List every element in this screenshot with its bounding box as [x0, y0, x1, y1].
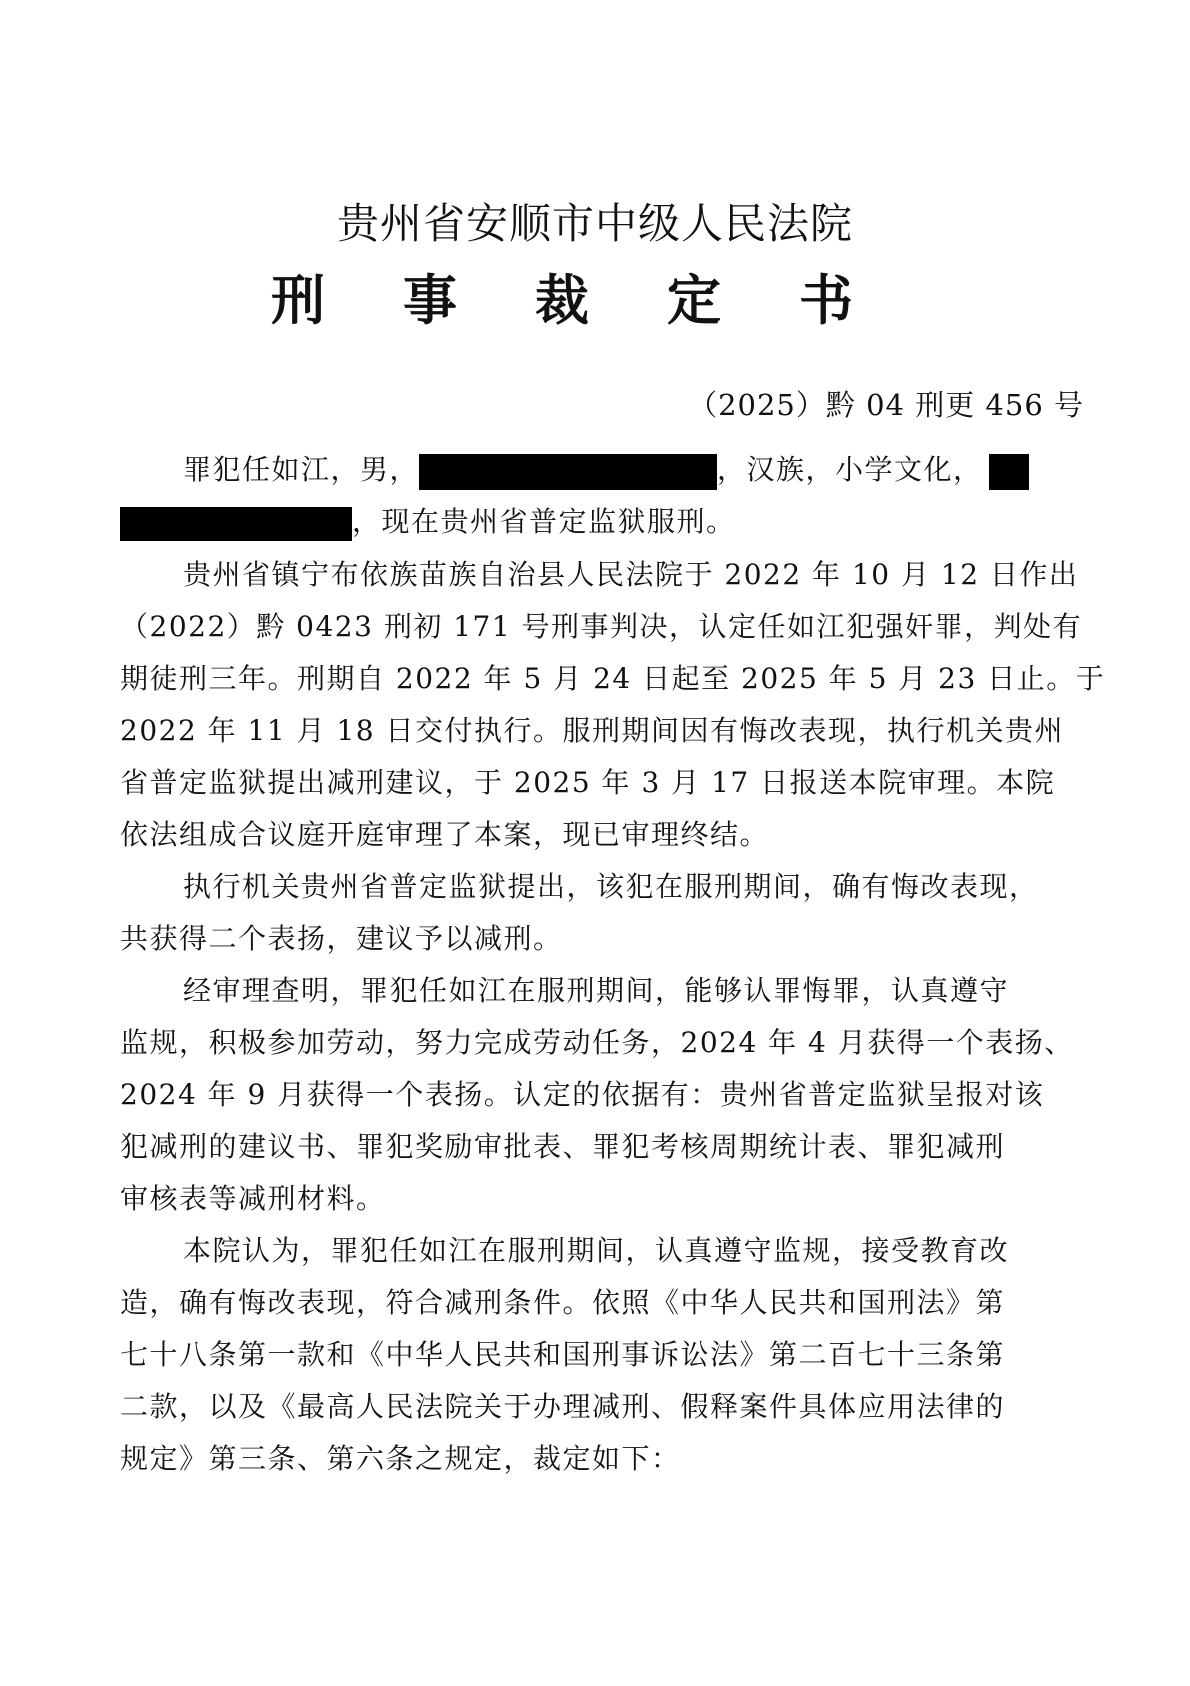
- paragraph-5-line-4: 二款，以及《最高人民法院关于办理减刑、假释案件具体应用法律的: [120, 1390, 1006, 1423]
- paragraph-3-line-1: 执行机关贵州省普定监狱提出，该犯在服刑期间，确有悔改表现，: [183, 870, 1039, 903]
- case-number: （2025）黔 04 刑更 456 号: [688, 388, 1084, 422]
- title-char-5: 书: [799, 268, 853, 332]
- court-name: 贵州省安顺市中级人民法院: [336, 199, 853, 248]
- paragraph-5-line-5: 规定》第三条、第六条之规定，裁定如下：: [120, 1442, 681, 1475]
- defendant-intro-text: 罪犯任如江，男，: [183, 453, 420, 486]
- paragraph-4-line-2: 监规，积极参加劳动，努力完成劳动任务，2024 年 4 月获得一个表扬、: [120, 1026, 1074, 1059]
- paragraph-2-line-5: 省普定监狱提出减刑建议，于 2025 年 3 月 17 日报送本院审理。本院: [120, 766, 1056, 799]
- paragraph-2-line-3: 期徒刑三年。刑期自 2022 年 5 月 24 日起至 2025 年 5 月 23 日止。于: [120, 662, 1106, 695]
- redaction-block: [120, 507, 352, 541]
- prison-text: ，现在贵州省普定监狱服刑。: [352, 505, 736, 538]
- title-char-3: 裁: [535, 268, 589, 332]
- paragraph-4-line-1: 经审理查明，罪犯任如江在服刑期间，能够认罪悔罪，认真遵守: [183, 974, 1010, 1007]
- ethnicity-education-text: ，汉族，小学文化，: [717, 453, 983, 486]
- paragraph-2-line-6: 依法组成合议庭开庭审理了本案，现已审理终结。: [120, 818, 770, 851]
- paragraph-5-line-2: 造，确有悔改表现，符合减刑条件。依照《中华人民共和国刑法》第: [120, 1286, 1006, 1319]
- paragraph-1-line-1: [183, 450, 1078, 490]
- paragraph-2-line-4: 2022 年 11 月 18 日交付执行。服刑期间因有悔改表现，执行机关贵州: [120, 714, 1065, 747]
- redaction-block: [989, 454, 1029, 490]
- title-char-4: 定: [667, 268, 721, 332]
- paragraph-2-line-1: 贵州省镇宁布依族苗族自治县人民法院于 2022 年 10 月 12 日作出: [183, 558, 1079, 591]
- title-char-1: 刑: [271, 268, 325, 332]
- paragraph-5-line-3: 七十八条第一款和《中华人民共和国刑事诉讼法》第二百七十三条第: [120, 1338, 1006, 1371]
- title-char-2: 事: [403, 268, 457, 332]
- paragraph-5-line-1: 本院认为，罪犯任如江在服刑期间，认真遵守监规，接受教育改: [183, 1234, 1010, 1267]
- paragraph-4-line-4: 犯减刑的建议书、罪犯奖励审批表、罪犯考核周期统计表、罪犯减刑: [120, 1130, 1006, 1163]
- paragraph-1-line-2: [120, 502, 1078, 542]
- paragraph-4-line-5: 审核表等减刑材料。: [120, 1182, 386, 1215]
- redaction-block: [419, 454, 717, 490]
- paragraph-2-line-2: （2022）黔 0423 刑初 171 号刑事判决，认定任如江犯强奸罪，判处有: [120, 610, 1083, 643]
- paragraph-3-line-2: 共获得二个表扬，建议予以减刑。: [120, 922, 563, 955]
- paragraph-4-line-3: 2024 年 9 月获得一个表扬。认定的依据有：贵州省普定监狱呈报对该: [120, 1078, 1045, 1111]
